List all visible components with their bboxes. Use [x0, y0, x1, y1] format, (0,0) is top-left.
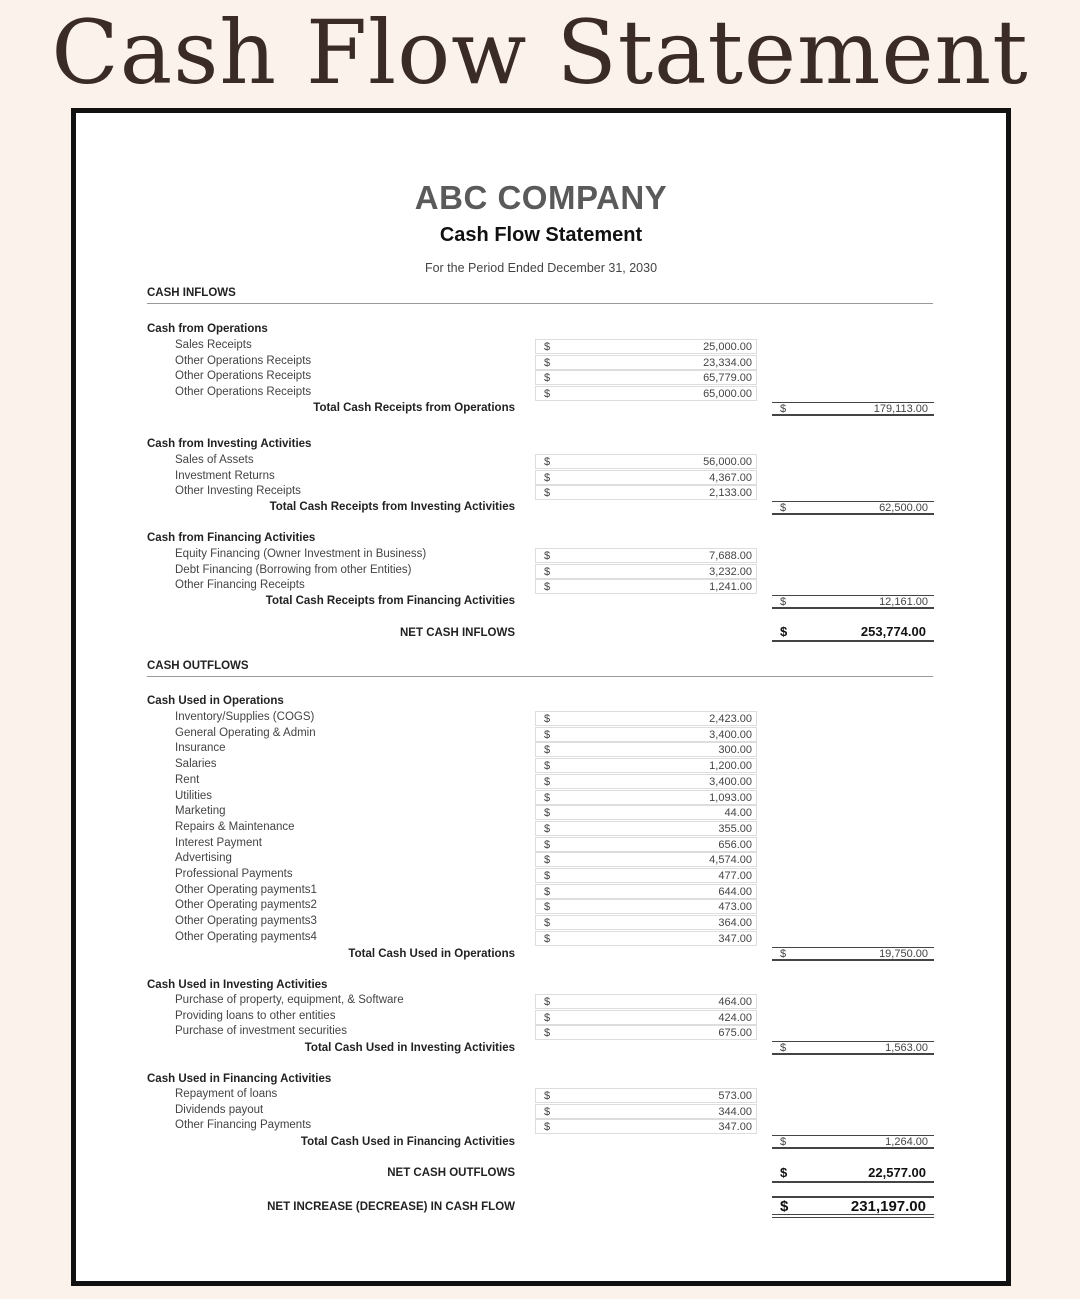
net-inflows-cell — [772, 624, 934, 642]
currency-symbol: $ — [544, 885, 551, 898]
amount-value: 56,000.00 — [703, 456, 752, 468]
total-value: 1,264.00 — [885, 1136, 928, 1148]
banner-title: Cash Flow Statement — [51, 1, 1029, 104]
currency-symbol: $ — [544, 456, 551, 468]
line-item-amount — [535, 868, 757, 883]
statement-title: Cash Flow Statement — [439, 224, 643, 246]
amount-value: 3,400.00 — [709, 728, 752, 741]
total-cell — [772, 1041, 934, 1055]
currency-symbol: $ — [544, 791, 551, 804]
line-item-label: Repayment of loans — [175, 1088, 278, 1100]
currency-symbol: $ — [780, 624, 788, 639]
amount-value: 644.00 — [718, 885, 752, 898]
line-item-label: Other Investing Receipts — [175, 485, 301, 498]
line-item-label: Other Operating payments1 — [175, 883, 317, 896]
line-item-label: Investment Returns — [175, 469, 275, 482]
line-item-amount — [535, 1088, 757, 1103]
amount-value: 347.00 — [718, 1121, 752, 1134]
line-item-amount — [535, 852, 757, 867]
outflows-rule — [147, 676, 933, 677]
line-item-amount — [535, 339, 757, 354]
inflows-heading: CASH INFLOWS — [147, 287, 236, 299]
line-item-amount — [535, 884, 757, 899]
amount-value: 1,241.00 — [709, 581, 752, 594]
net-change-cell — [772, 1196, 934, 1218]
total-cell — [772, 402, 934, 416]
amount-value: 65,779.00 — [703, 372, 752, 385]
company-name: ABC COMPANY — [414, 179, 668, 216]
currency-symbol: $ — [544, 1105, 551, 1118]
line-item-label: Utilities — [175, 789, 213, 802]
amount-value: 473.00 — [718, 901, 752, 914]
line-item-label: Repairs & Maintenance — [175, 820, 295, 833]
currency-symbol: $ — [544, 854, 551, 867]
line-item-label: Advertising — [175, 852, 232, 865]
currency-symbol: $ — [544, 728, 551, 741]
line-item-label: Marketing — [175, 805, 226, 818]
currency-symbol: $ — [544, 565, 551, 578]
net-change-label: NET INCREASE (DECREASE) IN CASH FLOW — [267, 1201, 515, 1213]
line-item-amount — [535, 805, 757, 820]
amount-value: 1,200.00 — [709, 760, 752, 773]
line-item-label: Other Operating payments3 — [175, 915, 317, 928]
line-item-label: Purchase of investment securities — [175, 1025, 347, 1038]
net-outflows-cell — [772, 1165, 934, 1183]
line-item-label: Other Operations Receipts — [175, 370, 312, 383]
line-item-label: Other Financing Receipts — [175, 579, 305, 592]
currency-symbol: $ — [544, 1121, 551, 1134]
amount-value: 3,400.00 — [709, 775, 752, 788]
currency-symbol: $ — [544, 1011, 551, 1024]
section-heading: Cash from Operations — [147, 323, 268, 335]
line-item-amount — [535, 711, 757, 726]
amount-value: 656.00 — [718, 838, 752, 851]
line-item-amount — [535, 727, 757, 742]
amount-value: 44.00 — [724, 807, 752, 820]
currency-symbol: $ — [780, 948, 787, 960]
total-cell — [772, 1135, 934, 1149]
currency-symbol: $ — [544, 901, 551, 914]
line-item-amount — [535, 821, 757, 836]
amount-value: 477.00 — [718, 870, 752, 882]
currency-symbol: $ — [780, 1165, 788, 1180]
line-item-label: Other Operating payments4 — [175, 930, 317, 943]
currency-symbol: $ — [544, 760, 551, 773]
amount-value: 65,000.00 — [703, 388, 752, 401]
line-item-label: Salaries — [175, 758, 217, 771]
line-item-amount — [535, 386, 757, 401]
currency-symbol: $ — [544, 822, 551, 835]
total-cell — [772, 947, 934, 961]
line-item-amount — [535, 370, 757, 385]
amount-value: 2,423.00 — [709, 713, 752, 725]
line-item-amount — [535, 915, 757, 930]
amount-value: 675.00 — [718, 1027, 752, 1040]
period-label: For the Period Ended December 31, 2030 — [424, 261, 658, 275]
amount-value: 25,000.00 — [703, 341, 752, 353]
line-item-amount — [535, 1010, 757, 1025]
amount-value: 300.00 — [718, 744, 752, 757]
amount-value: 23,334.00 — [703, 356, 752, 369]
currency-symbol: $ — [544, 744, 551, 757]
currency-symbol: $ — [544, 388, 551, 401]
amount-value: 347.00 — [718, 932, 752, 945]
line-item-amount — [535, 564, 757, 579]
currency-symbol: $ — [544, 838, 551, 851]
line-item-label: Other Financing Payments — [175, 1119, 312, 1132]
total-value: 19,750.00 — [879, 948, 928, 960]
line-item-amount — [535, 931, 757, 946]
line-item-amount — [535, 548, 757, 563]
line-item-amount — [535, 899, 757, 914]
line-item-amount — [535, 485, 757, 500]
line-item-label: General Operating & Admin — [175, 726, 316, 739]
amount-value: 573.00 — [718, 1090, 752, 1102]
line-item-amount — [535, 837, 757, 852]
total-value: 179,113.00 — [873, 403, 928, 415]
currency-symbol: $ — [544, 1027, 551, 1040]
line-item-amount — [535, 994, 757, 1009]
net-value: 22,577.00 — [868, 1165, 926, 1180]
line-item-label: Other Operations Receipts — [175, 386, 312, 399]
line-item-amount — [535, 774, 757, 789]
currency-symbol: $ — [780, 1198, 789, 1215]
amount-value: 3,232.00 — [709, 565, 752, 578]
total-cell — [772, 595, 934, 609]
amount-value: 1,093.00 — [709, 791, 752, 804]
line-item-label: Other Operations Receipts — [175, 354, 312, 367]
line-item-amount — [535, 790, 757, 805]
line-item-label: Equity Financing (Owner Investment in Business) — [175, 548, 427, 560]
line-item-label: Purchase of property, equipment, & Software — [175, 994, 404, 1006]
section-heading: Cash Used in Financing Activities — [147, 1073, 332, 1085]
section-heading: Cash from Investing Activities — [147, 438, 312, 450]
line-item-label: Other Operating payments2 — [175, 899, 317, 912]
net-value: 253,774.00 — [860, 624, 926, 639]
total-label: Total Cash Receipts from Investing Activities — [269, 501, 515, 513]
total-label: Total Cash Used in Investing Activities — [304, 1042, 515, 1054]
currency-symbol: $ — [780, 596, 787, 608]
line-item-label: Rent — [175, 773, 200, 786]
line-item-label: Dividends payout — [175, 1103, 264, 1116]
line-item-label: Providing loans to other entities — [175, 1009, 336, 1022]
currency-symbol: $ — [544, 471, 551, 484]
amount-value: 7,688.00 — [709, 550, 752, 562]
currency-symbol: $ — [544, 341, 551, 353]
line-item-label: Sales of Assets — [175, 454, 254, 466]
line-item-label: Debt Financing (Borrowing from other Entities) — [175, 563, 412, 576]
currency-symbol: $ — [780, 502, 787, 514]
net-change-value: 231,197.00 — [850, 1198, 926, 1215]
inflows-rule — [147, 303, 933, 304]
total-label: Total Cash Receipts from Operations — [313, 402, 515, 414]
currency-symbol: $ — [544, 372, 551, 385]
currency-symbol: $ — [544, 1090, 551, 1102]
amount-value: 364.00 — [718, 917, 752, 930]
total-value: 12,161.00 — [879, 596, 928, 608]
statement-sheet — [71, 108, 1011, 1286]
currency-symbol: $ — [780, 1042, 787, 1054]
line-item-amount — [535, 1104, 757, 1119]
amount-value: 4,574.00 — [709, 854, 752, 867]
total-label: Total Cash Used in Operations — [348, 948, 515, 960]
currency-symbol: $ — [544, 356, 551, 369]
amount-value: 2,133.00 — [709, 487, 752, 500]
outflows-heading: CASH OUTFLOWS — [147, 660, 249, 672]
total-cell — [772, 501, 934, 515]
total-value: 1,563.00 — [885, 1042, 928, 1054]
net-label: NET CASH INFLOWS — [400, 627, 515, 639]
currency-symbol: $ — [544, 870, 551, 882]
net-label: NET CASH OUTFLOWS — [387, 1167, 515, 1179]
line-item-amount — [535, 742, 757, 757]
line-item-amount — [535, 454, 757, 469]
currency-symbol: $ — [544, 487, 551, 500]
amount-value: 355.00 — [718, 822, 752, 835]
line-item-amount — [535, 355, 757, 370]
amount-value: 464.00 — [718, 996, 752, 1008]
currency-symbol: $ — [544, 932, 551, 945]
line-item-label: Sales Receipts — [175, 339, 252, 351]
amount-value: 424.00 — [718, 1011, 752, 1024]
line-item-amount — [535, 758, 757, 773]
section-heading: Cash Used in Operations — [147, 695, 284, 707]
section-heading: Cash from Financing Activities — [147, 532, 316, 544]
currency-symbol: $ — [544, 917, 551, 930]
line-item-label: Professional Payments — [175, 868, 293, 880]
currency-symbol: $ — [780, 403, 787, 415]
currency-symbol: $ — [544, 996, 551, 1008]
currency-symbol: $ — [780, 1136, 787, 1148]
line-item-label: Insurance — [175, 742, 226, 755]
currency-symbol: $ — [544, 775, 551, 788]
currency-symbol: $ — [544, 807, 551, 820]
currency-symbol: $ — [544, 550, 551, 562]
line-item-label: Inventory/Supplies (COGS) — [175, 711, 315, 723]
line-item-amount — [535, 1119, 757, 1134]
amount-value: 344.00 — [718, 1105, 752, 1118]
line-item-amount — [535, 1025, 757, 1040]
currency-symbol: $ — [544, 713, 551, 725]
total-label: Total Cash Receipts from Financing Activities — [265, 595, 515, 607]
amount-value: 4,367.00 — [709, 471, 752, 484]
line-item-amount — [535, 579, 757, 594]
line-item-amount — [535, 470, 757, 485]
total-value: 62,500.00 — [879, 502, 928, 514]
currency-symbol: $ — [544, 581, 551, 594]
total-label: Total Cash Used in Financing Activities — [300, 1136, 515, 1148]
section-heading: Cash Used in Investing Activities — [147, 979, 328, 991]
line-item-label: Interest Payment — [175, 836, 262, 849]
